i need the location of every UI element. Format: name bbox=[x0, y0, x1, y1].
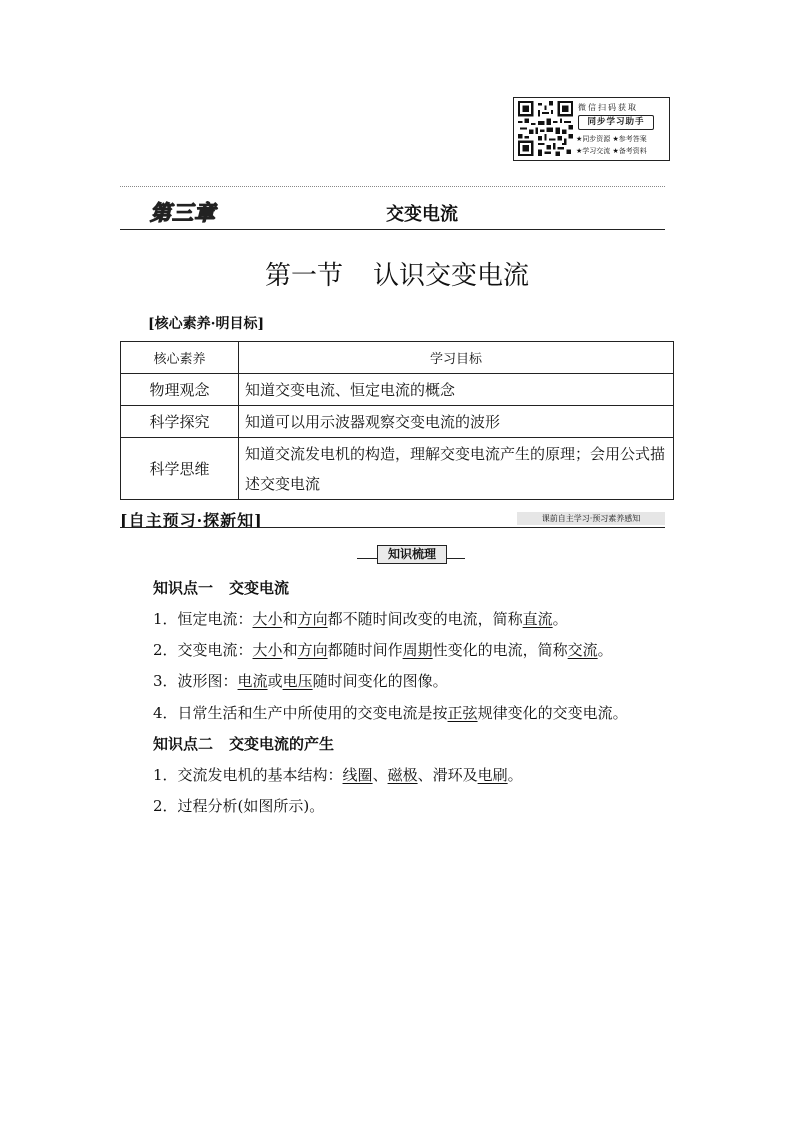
star-icon: ★ bbox=[612, 147, 619, 155]
table-header-row bbox=[121, 342, 674, 374]
star-icon: ★ bbox=[576, 135, 583, 143]
fill-blank: 交流 bbox=[567, 641, 598, 659]
goal-cell: 知道可以用示波器观察交变电流的波形 bbox=[239, 406, 674, 438]
kp2-heading: 知识点二 交变电流的产生 bbox=[153, 735, 335, 753]
fill-blank: 磁极 bbox=[387, 766, 418, 784]
fill-blank: 方向 bbox=[297, 610, 328, 628]
table-row bbox=[121, 374, 674, 406]
fill-blank: 线圈 bbox=[342, 766, 373, 784]
fill-blank: 正弦 bbox=[447, 704, 478, 722]
literacy-cell: 物理观念 bbox=[121, 374, 239, 406]
fill-blank: 电刷 bbox=[477, 766, 508, 784]
preview-heading: [自主预习·探新知] bbox=[120, 511, 263, 530]
star-icon: ★ bbox=[612, 135, 619, 143]
qr-feature-row: ★学习交流 ★备考资料 bbox=[576, 147, 647, 155]
kp1-heading: 知识点一 交变电流 bbox=[153, 579, 290, 597]
table-row bbox=[121, 438, 674, 500]
column-header: 核心素养 bbox=[121, 342, 239, 374]
fill-blank: 电流 bbox=[237, 672, 268, 690]
kp1-line: 2．交变电流：大小和方向都随时间作周期性变化的电流，简称交流。 bbox=[153, 641, 613, 659]
goal-cell: 知道交流发电机的构造，理解交变电流产生的原理；会用公式描述交变电流 bbox=[239, 438, 674, 500]
qr-scan-text: 微信扫码获取 bbox=[578, 103, 638, 112]
fill-blank: 电压 bbox=[282, 672, 313, 690]
qr-feature-row: ★同步资源 ★参考答案 bbox=[576, 135, 647, 143]
kp2-line: 2．过程分析(如图所示)。 bbox=[153, 797, 325, 815]
goals-table bbox=[120, 341, 674, 500]
chapter-label: 第三章 bbox=[150, 201, 216, 225]
qr-code[interactable] bbox=[518, 101, 573, 156]
label-rule-left bbox=[357, 558, 379, 559]
star-icon: ★ bbox=[576, 147, 583, 155]
chapter-name: 交变电流 bbox=[386, 204, 458, 225]
preview-rule bbox=[120, 527, 665, 528]
knowledge-label: 知识梳理 bbox=[377, 545, 447, 564]
fill-blank: 周期 bbox=[402, 641, 433, 659]
table-row bbox=[121, 406, 674, 438]
fill-blank: 大小 bbox=[252, 610, 283, 628]
kp1-line: 1．恒定电流：大小和方向都不随时间改变的电流，简称直流。 bbox=[153, 610, 568, 628]
literacy-cell: 科学思维 bbox=[121, 438, 239, 500]
kp1-line: 3．波形图：电流或电压随时间变化的图像。 bbox=[153, 672, 448, 690]
preview-tag: 课前自主学习·预习素养感知 bbox=[517, 512, 665, 525]
core-literacy-heading: [核心素养·明目标] bbox=[148, 316, 265, 332]
section-title: 第一节 认识交变电流 bbox=[264, 261, 530, 291]
fill-blank: 大小 bbox=[252, 641, 283, 659]
goal-cell: 知道交变电流、恒定电流的概念 bbox=[239, 374, 674, 406]
kp1-line: 4．日常生活和生产中所使用的交变电流是按正弦规律变化的交变电流。 bbox=[153, 704, 628, 722]
column-header: 学习目标 bbox=[239, 342, 674, 374]
dotted-divider bbox=[120, 186, 665, 187]
fill-blank: 直流 bbox=[522, 610, 553, 628]
fill-blank: 方向 bbox=[297, 641, 328, 659]
literacy-cell: 科学探究 bbox=[121, 406, 239, 438]
sync-assistant-button[interactable]: 同步学习助手 bbox=[578, 115, 654, 130]
kp2-line: 1．交流发电机的基本结构：线圈、磁极、滑环及电刷。 bbox=[153, 766, 523, 784]
chapter-rule bbox=[120, 229, 665, 230]
